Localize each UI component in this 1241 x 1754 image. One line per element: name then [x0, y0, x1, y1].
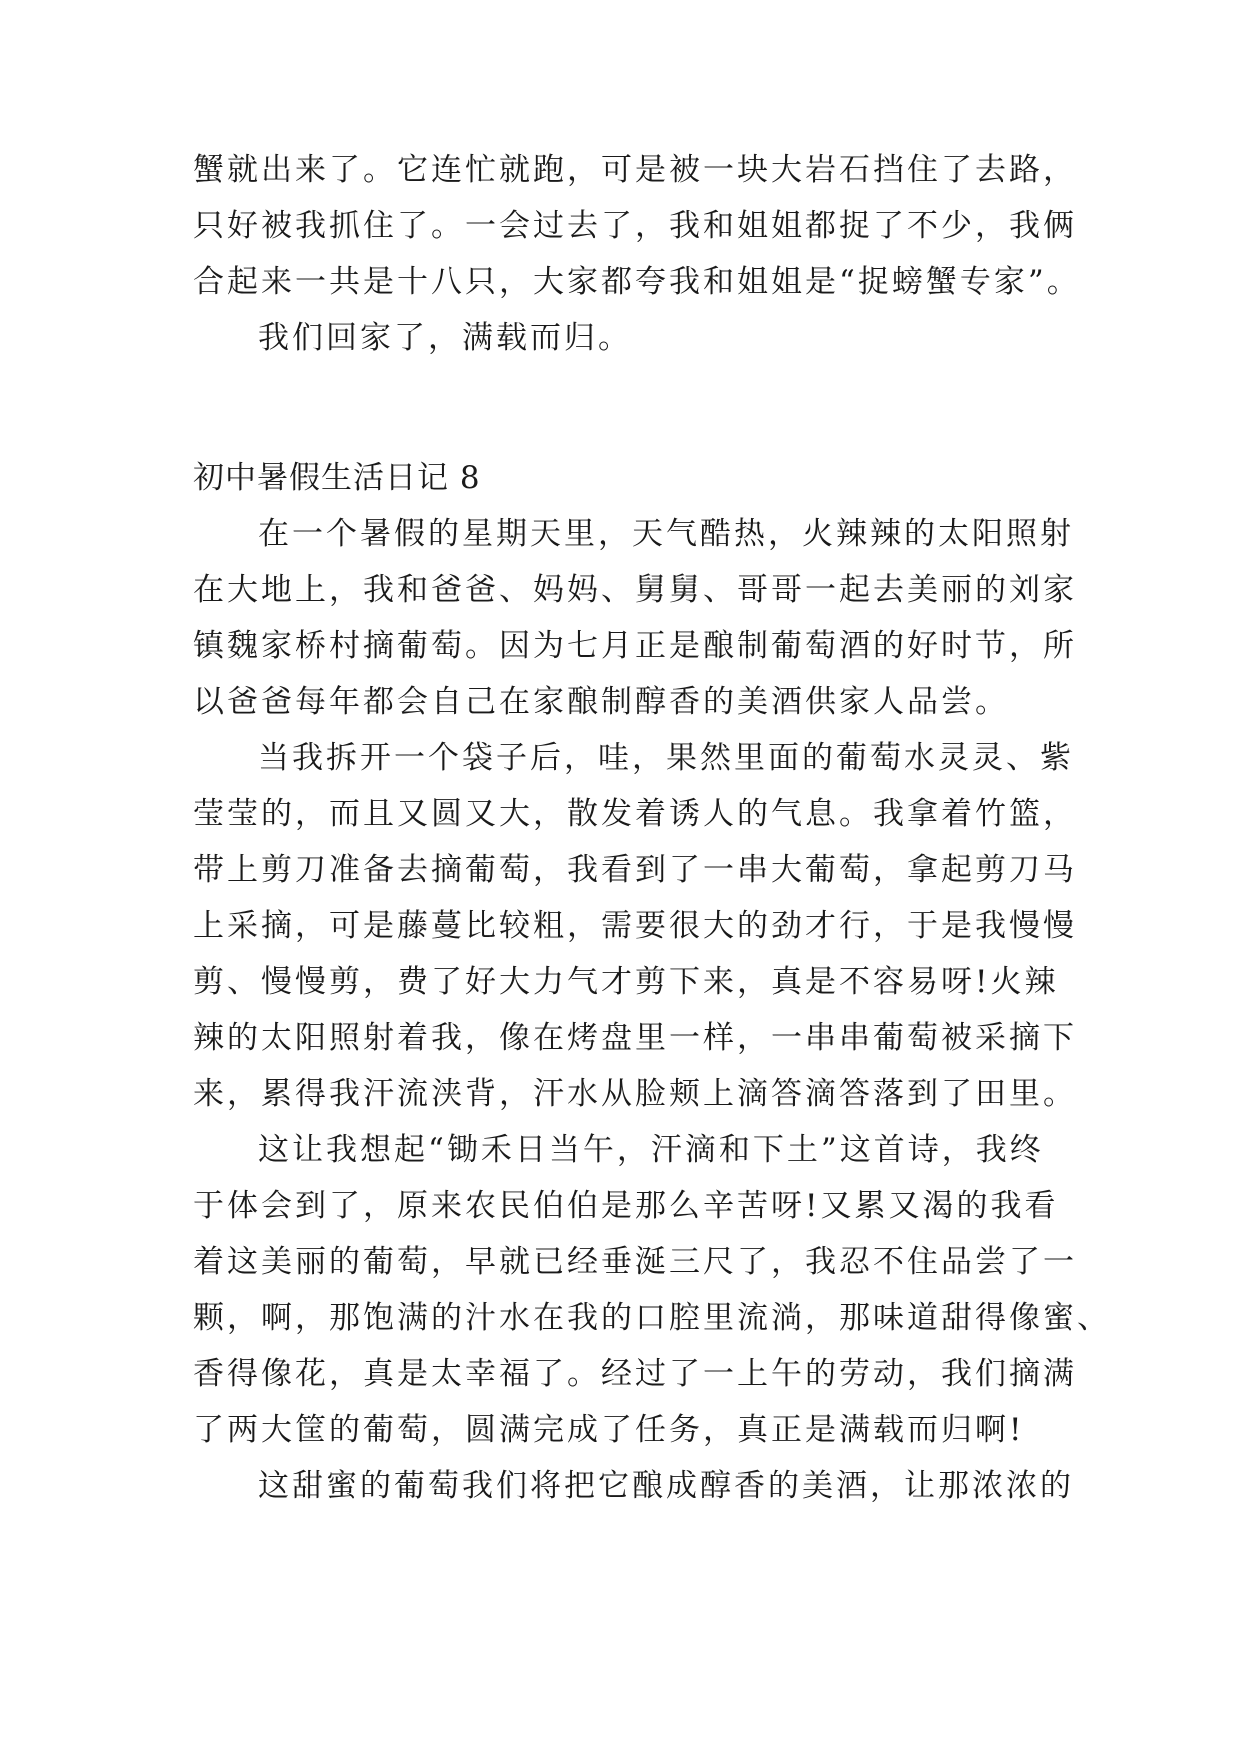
text-line: 在大地上，我和爸爸、妈妈、舅舅、哥哥一起去美丽的刘家: [193, 572, 1077, 608]
text-line: 上采摘，可是藤蔓比较粗，需要很大的劲才行，于是我慢慢: [193, 908, 1077, 944]
text-line: 蟹就出来了。它连忙就跑，可是被一块大岩石挡住了去路，: [193, 152, 1077, 188]
text-line: 这甜蜜的葡萄我们将把它酿成醇香的美酒，让那浓浓的: [258, 1468, 1074, 1504]
text-line: 辣的太阳照射着我，像在烤盘里一样，一串串葡萄被采摘下: [193, 1020, 1077, 1056]
text-line: 只好被我抓住了。一会过去了，我和姐姐都捉了不少，我俩: [193, 208, 1077, 244]
text-line: 在一个暑假的星期天里，天气酷热，火辣辣的太阳照射: [258, 516, 1074, 552]
text-line: 当我拆开一个袋子后，哇，果然里面的葡萄水灵灵、紫: [258, 740, 1074, 776]
text-line: 着这美丽的葡萄，早就已经垂涎三尺了，我忍不住品尝了一: [193, 1244, 1077, 1280]
text-line: 以爸爸每年都会自己在家酿制醇香的美酒供家人品尝。: [193, 684, 1009, 720]
text-line: 香得像花，真是太幸福了。经过了一上午的劳动，我们摘满: [193, 1356, 1077, 1392]
text-line: 剪、慢慢剪，费了好大力气才剪下来，真是不容易呀!火辣: [193, 964, 1059, 1000]
text-line: 合起来一共是十八只，大家都夸我和姐姐是“捉螃蟹专家”。: [193, 264, 1081, 300]
text-line: 于体会到了，原来农民伯伯是那么辛苦呀!又累又渴的我看: [193, 1188, 1059, 1224]
text-line: 镇魏家桥村摘葡萄。因为七月正是酿制葡萄酒的好时节，所: [193, 628, 1077, 664]
section-title: 初中暑假生活日记 8: [193, 460, 481, 496]
text-line: 这让我想起“锄禾日当午，汗滴和下土”这首诗，我终: [258, 1132, 1044, 1168]
text-line: 我们回家了，满载而归。: [258, 320, 632, 356]
text-line: 莹莹的，而且又圆又大，散发着诱人的气息。我拿着竹篮，: [193, 796, 1077, 832]
text-line: 来，累得我汗流浃背，汗水从脸颊上滴答滴答落到了田里。: [193, 1076, 1077, 1112]
text-line: 带上剪刀准备去摘葡萄，我看到了一串大葡萄，拿起剪刀马: [193, 852, 1077, 888]
text-line: 了两大筐的葡萄，圆满完成了任务，真正是满载而归啊!: [193, 1412, 1025, 1448]
text-line: 颗，啊，那饱满的汁水在我的口腔里流淌，那味道甜得像蜜、: [193, 1300, 1111, 1336]
